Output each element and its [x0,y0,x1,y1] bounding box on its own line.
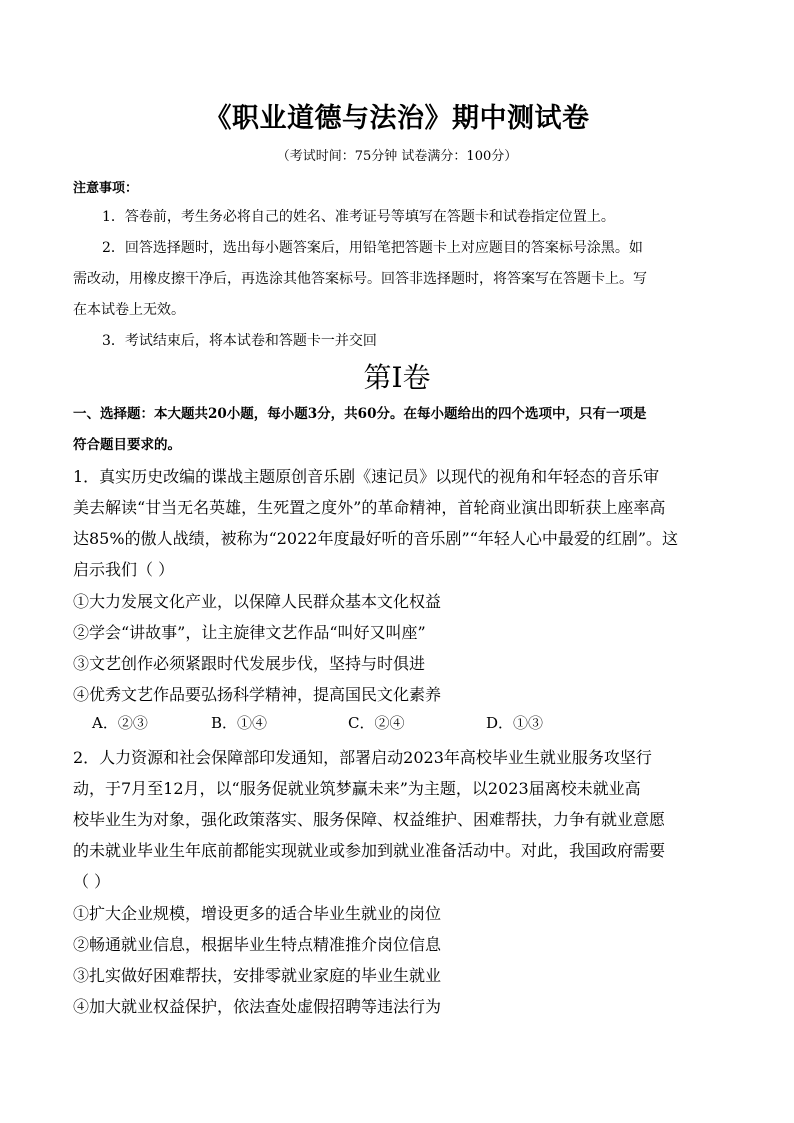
q2-stem-line-5: （ ） [73,872,111,891]
q1-option-d: D．①③ [486,714,544,732]
q1-item-4: ④优秀文艺作品要弘扬科学精神，提高国民文化素养 [73,685,442,704]
q1-option-b: B．①④ [211,714,268,732]
section-title: 第Ⅰ卷 [363,361,431,394]
q2-stem-line-1: 2．人力资源和社会保障部印发通知，部署启动2023年高校毕业生就业服务攻坚行 [73,748,652,767]
q1-stem-line-4: 启示我们（ ） [73,560,175,579]
q2-item-1: ①扩大企业规模，增设更多的适合毕业生就业的岗位 [73,904,442,923]
notice-line-4: 在本试卷上无效。 [73,302,185,318]
q1-stem-line-3: 达85%的傲人战绩，被称为“2022年度最好听的音乐剧”“年轻人心中最爱的红剧”。这 [73,529,679,548]
q2-item-2: ②畅通就业信息，根据毕业生特点精准推介岗位信息 [73,935,442,954]
notice-line-5: 3．考试结束后，将本试卷和答题卡一并交回 [102,333,377,349]
q2-item-3: ③扎实做好困难帮扶，安排零就业家庭的毕业生就业 [73,966,442,985]
q2-item-4: ④加大就业权益保护，依法查处虚假招聘等违法行为 [73,997,442,1016]
section-instructions-2: 符合题目要求的。 [73,437,181,453]
notice-line-3: 需改动，用橡皮擦干净后，再选涂其他答案标号。回答非选择题时，将答案写在答题卡上。写 [73,271,647,287]
notice-heading: 注意事项： [73,181,139,196]
q1-item-2: ②学会“讲故事”，让主旋律文艺作品“叫好又叫座” [73,623,426,642]
notice-line-2: 2．回答选择题时，选出每小题答案后，用铅笔把答题卡上对应题目的答案标号涂黑。如 [102,240,643,256]
section-instructions-1: 一、选择题：本大题共20小题，每小题3分，共60分。在每小题给出的四个选项中，只有一项是 [73,406,647,422]
q1-option-a: A．②③ [92,714,148,732]
q2-stem-line-3: 校毕业生为对象，强化政策落实、服务保障、权益维护、困难帮扶，力争有就业意愿 [73,810,666,829]
q2-stem-line-4: 的未就业毕业生年底前都能实现就业或参加到就业准备活动中。对此，我国政府需要 [73,841,666,860]
q1-option-c: C．②④ [348,714,405,732]
q1-stem-line-2: 美去解读“甘当无名英雄，生死置之度外”的革命精神，首轮商业演出即斩获上座率高 [73,498,666,517]
notice-line-1: 1．答卷前，考生务必将自己的姓名、准考证号等填写在答题卡和试卷指定位置上。 [102,209,615,225]
q1-item-3: ③文艺创作必须紧跟时代发展步伐，坚持与时俱进 [73,654,426,673]
q2-stem-line-2: 动，于7月至12月，以“服务促就业筑梦赢未来”为主题，以2023届离校未就业高 [73,779,641,798]
exam-title: 《职业道德与法治》期中测试卷 [204,103,590,134]
exam-subtitle: （考试时间：75分钟 试卷满分：100分） [276,149,518,164]
q1-stem-line-1: 1．真实历史改编的谍战主题原创音乐剧《速记员》以现代的视角和年轻态的音乐审 [73,467,660,486]
q1-item-1: ①大力发展文化产业，以保障人民群众基本文化权益 [73,592,442,611]
